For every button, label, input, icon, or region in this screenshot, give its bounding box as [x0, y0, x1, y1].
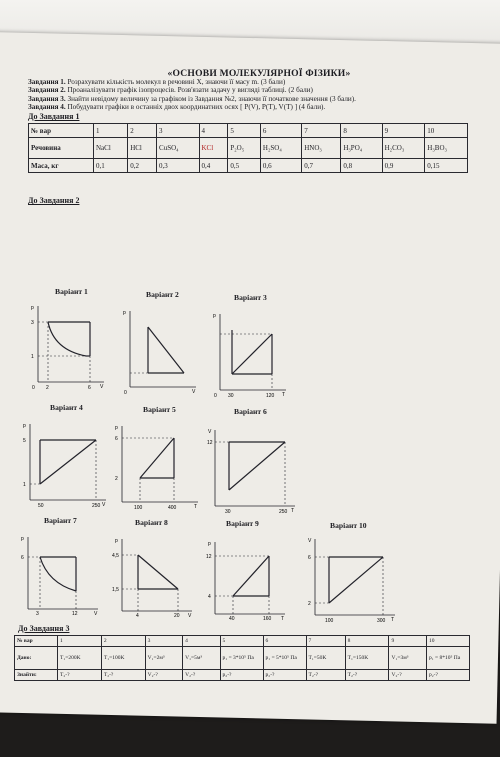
header-given: Дано:: [15, 647, 58, 670]
svg-text:1: 1: [23, 482, 26, 488]
svg-text:300: 300: [377, 618, 386, 623]
svg-text:V: V: [102, 502, 106, 508]
table-row: Знайти: T₂-? T₂-? V₂-? V₂-? p₂-? p₂-? T₂-? T₂-? V₂-? p₂-?: [15, 670, 470, 681]
svg-text:30: 30: [225, 509, 231, 514]
svg-text:6: 6: [115, 436, 118, 442]
svg-text:120: 120: [266, 393, 275, 398]
svg-text:2: 2: [46, 385, 49, 390]
section-task-1: До Завдання 1: [28, 112, 80, 122]
svg-text:0: 0: [32, 385, 35, 390]
svg-text:4: 4: [136, 613, 139, 618]
svg-text:4: 4: [208, 594, 211, 600]
table-row: Маса, кг 0,1 0,2 0,3 0,4 0,5 0,6 0,7 0,8 0,9 0,15: [29, 159, 468, 173]
svg-text:V: V: [308, 538, 312, 544]
svg-text:p: p: [208, 541, 211, 547]
graph-variant-7: [18, 531, 103, 616]
header-var: № вар: [15, 636, 58, 647]
svg-text:6: 6: [21, 555, 24, 561]
header-var: № вар: [29, 124, 94, 138]
variant-3-label: Варіант 3: [234, 293, 267, 302]
svg-text:160: 160: [263, 616, 272, 621]
svg-text:T: T: [282, 392, 286, 398]
svg-text:p: p: [21, 536, 24, 542]
graph-variant-5: [112, 420, 202, 510]
svg-text:40: 40: [229, 616, 235, 621]
svg-text:30: 30: [228, 393, 234, 398]
svg-text:0: 0: [214, 393, 217, 398]
document-title: «ОСНОВИ МОЛЕКУЛЯРНОЇ ФІЗИКИ»: [167, 68, 351, 79]
section-task-3: До Завдання 3: [18, 624, 70, 633]
svg-text:3: 3: [31, 320, 34, 326]
svg-text:4,5: 4,5: [112, 553, 119, 559]
svg-text:T: T: [194, 504, 198, 510]
svg-text:400: 400: [168, 505, 177, 510]
table-task-1: [28, 123, 468, 173]
svg-text:6: 6: [88, 385, 91, 390]
svg-text:5: 5: [23, 438, 26, 444]
document-content: [28, 70, 480, 205]
task-3: Завдання 3. Знайти невідому величину за графіком із Завдання №2, знаючи її початкове значення (3 бали).: [28, 94, 356, 103]
task-4: Завдання 4. Побудувати графіки в останніх двох координатних осях [ P(V), P(T), V(T) ] (4 бали).: [28, 102, 326, 111]
svg-text:V: V: [188, 613, 192, 618]
graph-variant-1: [28, 300, 108, 390]
svg-text:p: p: [123, 310, 126, 316]
svg-text:p: p: [23, 423, 26, 429]
svg-text:0: 0: [124, 390, 127, 395]
svg-text:12: 12: [207, 440, 213, 446]
svg-text:V: V: [94, 611, 98, 616]
svg-text:p: p: [115, 538, 118, 544]
svg-text:3: 3: [36, 611, 39, 616]
svg-text:20: 20: [174, 613, 180, 618]
variant-2-label: Варіант 2: [146, 290, 179, 299]
svg-text:T: T: [281, 616, 285, 621]
svg-text:250: 250: [279, 509, 288, 514]
graph-variant-9: [205, 536, 290, 621]
variant-8-label: Варіант 8: [135, 518, 168, 527]
variant-7-label: Варіант 7: [44, 516, 77, 525]
svg-text:p: p: [31, 305, 34, 311]
table-task-3: [14, 635, 470, 681]
graph-variant-3: [210, 308, 290, 398]
graph-variant-6: [205, 424, 300, 514]
svg-text:50: 50: [38, 503, 44, 508]
table-row: Речовина NaCl HCl CuSO₄ KCl P₂O₅ H₂SO₄ HNO₃ H₃PO₄ H₂CO₃ H₃BO₃: [29, 138, 468, 159]
svg-text:T: T: [391, 617, 395, 623]
table-row: № вар 1 2 3 4 5 6 7 8 9 10: [29, 124, 468, 138]
svg-text:V: V: [192, 389, 196, 395]
svg-text:1: 1: [31, 354, 34, 360]
variant-9-label: Варіант 9: [226, 519, 259, 528]
svg-text:T: T: [291, 508, 295, 514]
svg-text:p: p: [213, 313, 216, 319]
variant-4-label: Варіант 4: [50, 403, 83, 412]
table-row: № вар 1 2 3 4 5 6 7 8 9 10: [15, 636, 470, 647]
table-row: Дано: T₁=200K T₁=100K V₁=2м³ V₁=5м³ p₁ = 3*10⁵ Па p₁ = 5*10⁵ Па T₁=50K T₁=150K V₁=3м³ p₁ = 8*10⁵ Па: [15, 647, 470, 670]
svg-text:250: 250: [92, 503, 101, 508]
variant-5-label: Варіант 5: [143, 405, 176, 414]
svg-text:100: 100: [325, 618, 334, 623]
task-2: Завдання 2. Проаналізувати графік ізопроцесів. Розв'язати задачу у вигляді таблиці. (2 бали): [28, 86, 313, 95]
graph-variant-8: [112, 533, 197, 618]
task-1: Завдання 1. Розрахувати кількість молекул в речовині X, знаючи її масу m. (3 бали): [28, 78, 286, 87]
svg-text:6: 6: [308, 555, 311, 561]
svg-text:100: 100: [134, 505, 143, 510]
header-find: Знайти:: [15, 670, 58, 681]
graph-variant-2: [120, 305, 200, 395]
svg-text:12: 12: [206, 554, 212, 560]
graph-variant-10: [305, 533, 400, 623]
variant-6-label: Варіант 6: [234, 407, 267, 416]
section-task-2: До Завдання 2: [28, 196, 80, 206]
variant-10-label: Варіант 10: [330, 521, 367, 530]
header-substance: Речовина: [29, 138, 94, 159]
graph-variant-4: [20, 418, 110, 508]
svg-text:2: 2: [308, 601, 311, 607]
svg-text:2: 2: [115, 476, 118, 482]
svg-text:p: p: [115, 425, 118, 431]
svg-text:V: V: [100, 384, 104, 390]
svg-text:V: V: [208, 429, 212, 435]
svg-text:12: 12: [72, 611, 78, 616]
svg-text:1,5: 1,5: [112, 587, 119, 593]
variant-1-label: Варіант 1: [55, 287, 88, 296]
header-mass: Маса, кг: [29, 159, 94, 173]
